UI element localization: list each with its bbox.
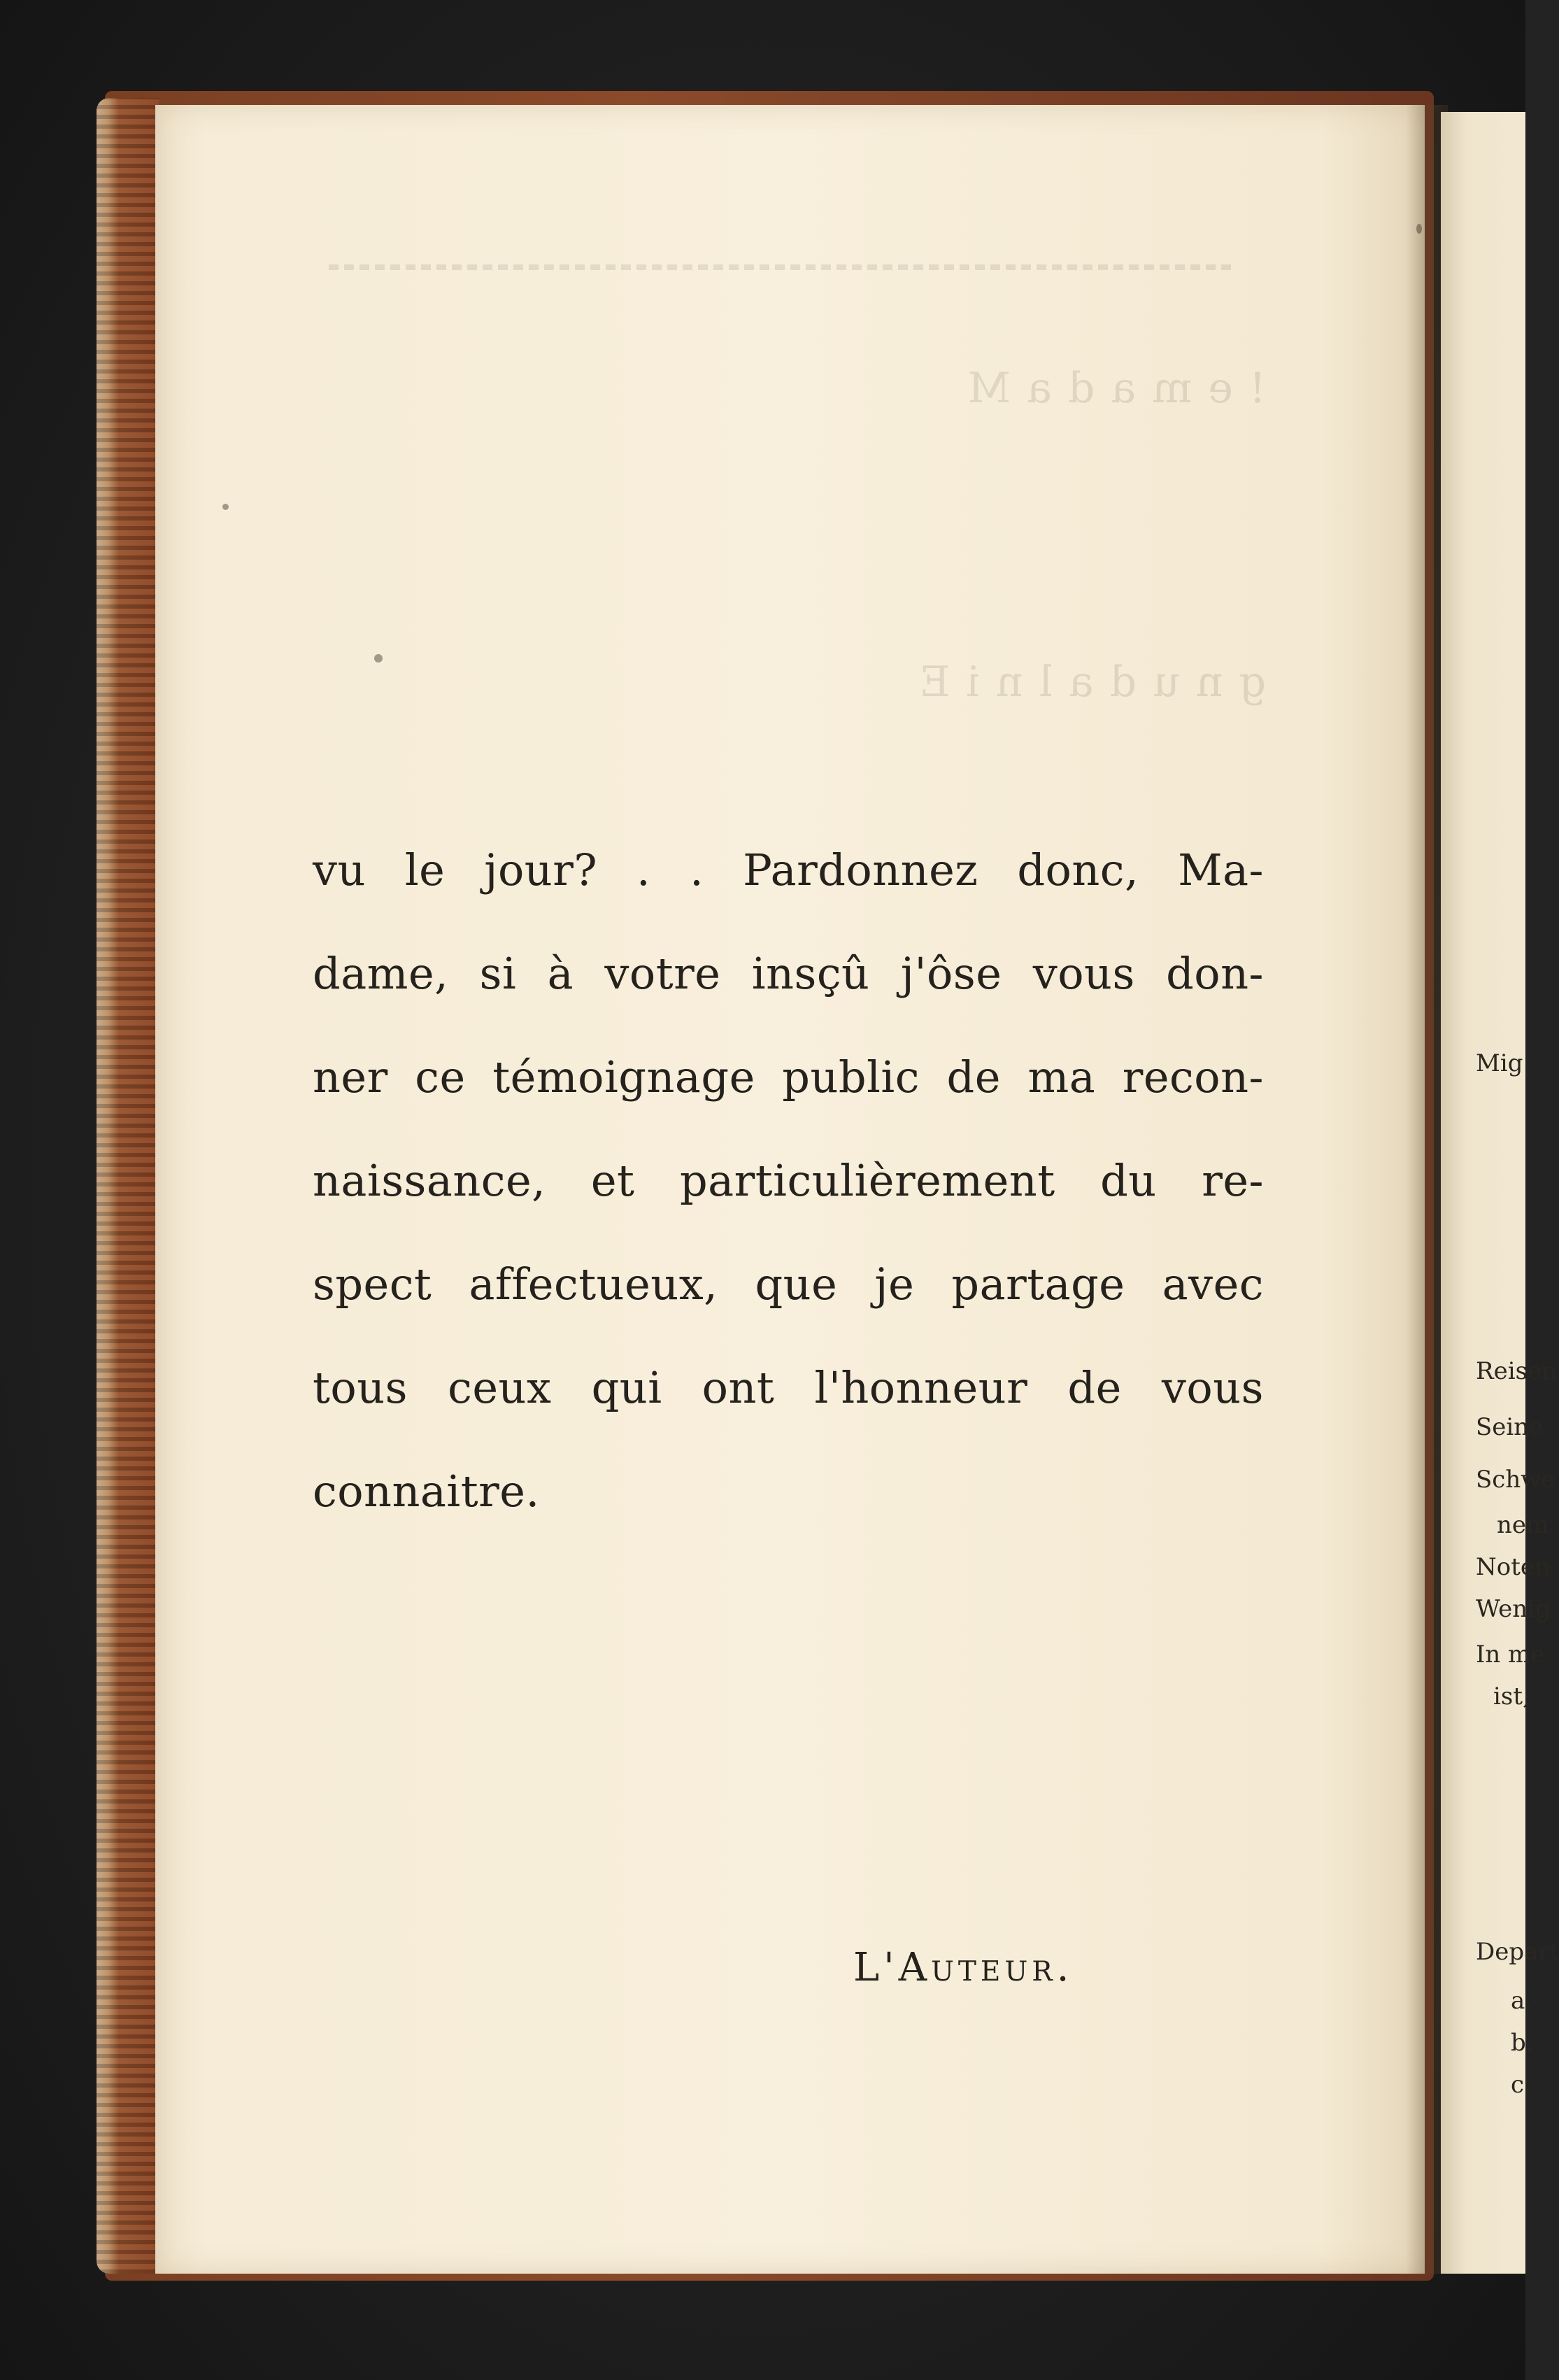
text-line: dame, si à votre insçû j'ôse vous don- [313,948,1264,999]
right-page-fragment: a. [1511,1987,1533,2015]
right-page-fragment: Wenig [1476,1595,1551,1623]
text-line: naissance, et particulièrement du re- [313,1155,1264,1206]
right-page-fragment: Noten [1476,1553,1550,1581]
marbled-edge [97,98,159,2274]
text-line: tous ceux qui ont l'honneur de vous [313,1362,1264,1413]
right-page-edge [1441,112,1559,2274]
right-page-fragment: Seine [1476,1413,1544,1441]
text-line: connaitre. [313,1466,540,1517]
text-line: vu le jour? . . Pardonnez donc, Ma- [313,844,1264,895]
paper-speck [222,504,229,510]
paper-speck [1416,224,1422,234]
right-page-fragment: In me [1476,1641,1545,1669]
bleed-through-text: ! e m a d a M [966,364,1266,413]
bleed-through-rule [329,264,1231,270]
right-page-fragment: nem [1497,1511,1549,1539]
right-page-fragment: Mig [1476,1049,1523,1077]
paper-speck [374,654,383,663]
main-text-block [313,819,1264,1543]
text-line: ner ce témoignage public de ma recon- [313,1051,1264,1103]
right-page-fragment: Depart [1476,1938,1559,1966]
right-page-fragment: Reisen [1476,1357,1558,1385]
text-line: spect affectueux, que je partage avec [313,1259,1264,1310]
author-signature: L'Auteur. [853,1945,1074,1990]
right-page-fragment: ist, [1493,1683,1530,1710]
right-page-fragment: b. [1511,2029,1534,2057]
right-page-fragment: Schwe [1476,1466,1556,1494]
right-page-fragment: c. [1511,2071,1532,2099]
bleed-through-text: g n u d a l n i E [918,658,1266,707]
